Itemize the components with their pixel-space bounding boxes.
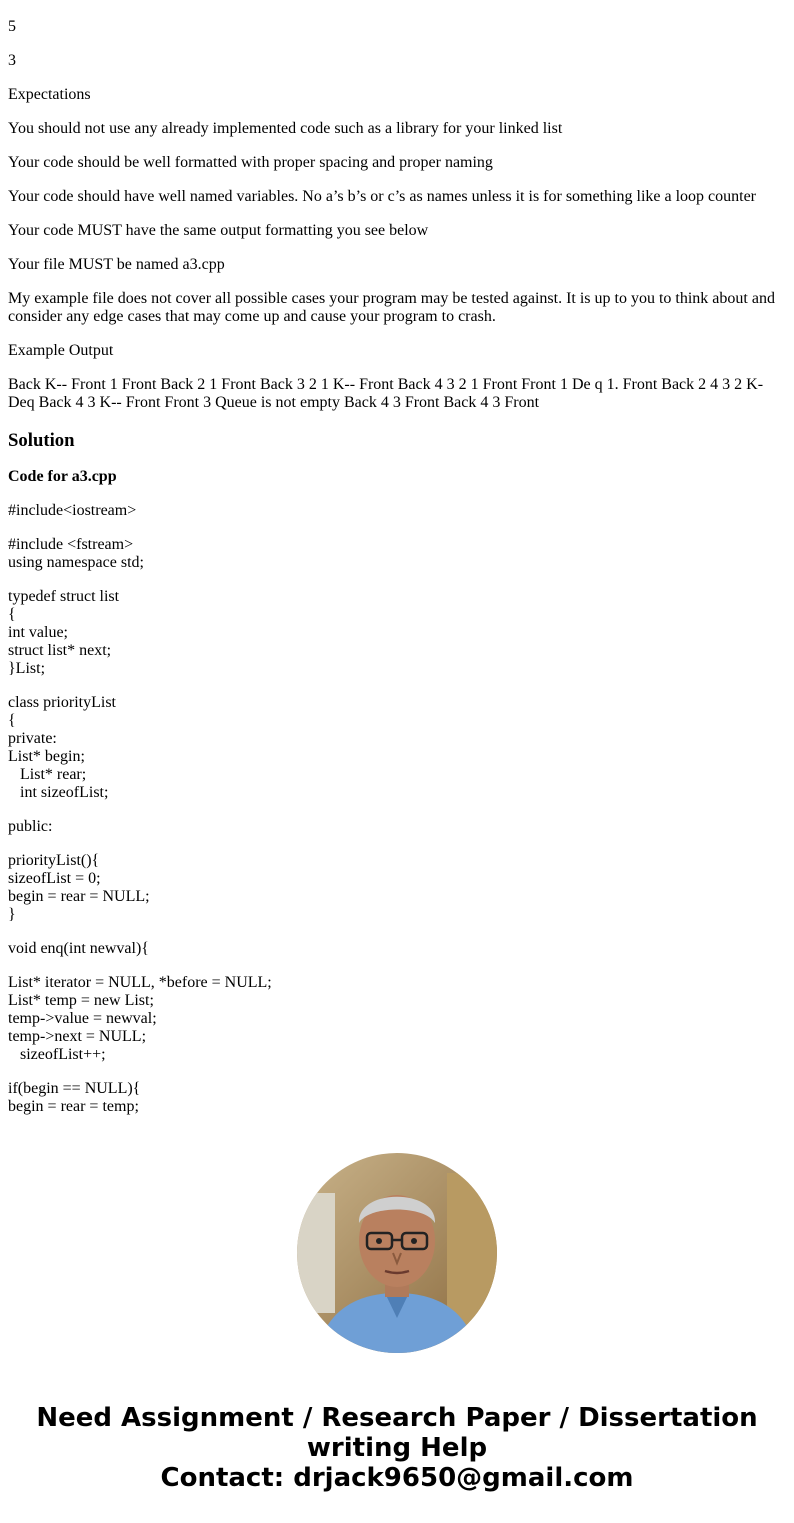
expectation-item: Your file MUST be named a3.cpp	[8, 256, 225, 273]
code-line: List* temp = new List;	[8, 992, 154, 1009]
code-block	[8, 588, 786, 678]
tutor-photo-icon	[297, 1153, 497, 1353]
code-line: #include<iostream>	[8, 502, 137, 519]
code-line: {	[8, 712, 16, 729]
document-content	[8, 0, 786, 1123]
code-line: class priorityList	[8, 694, 116, 711]
code-block	[8, 974, 786, 1064]
expectations-heading: Expectations	[8, 86, 91, 103]
example-output-heading: Example Output	[8, 342, 114, 359]
intro-number: 5	[8, 18, 16, 35]
promo-line-2: writing Help	[306, 1433, 488, 1463]
code-line: {	[8, 606, 16, 623]
code-block	[8, 852, 786, 924]
code-block	[8, 502, 786, 520]
code-line: void enq(int newval){	[8, 940, 149, 957]
code-line: priorityList(){	[8, 852, 100, 869]
code-line: #include <fstream>	[8, 536, 134, 553]
code-line: List* begin;	[8, 748, 85, 765]
code-block	[8, 536, 786, 572]
code-line: begin = rear = temp;	[8, 1098, 139, 1115]
promo-contact[interactable]: Contact: drjack9650@gmail.com	[160, 1463, 634, 1493]
expectation-item: You should not use any already implemented code such as a library for your linked list	[8, 120, 563, 137]
code-line: }	[8, 906, 16, 923]
code-line: int sizeofList;	[8, 784, 109, 801]
code-line: List* rear;	[8, 766, 87, 783]
tutor-avatar	[297, 1153, 497, 1353]
expectation-item: Your code MUST have the same output formatting you see below	[8, 222, 429, 239]
code-block	[8, 1080, 786, 1116]
intro-number: 3	[8, 52, 16, 69]
code-listing	[8, 502, 786, 1116]
code-line: temp->value = newval;	[8, 1010, 157, 1027]
promo-banner[interactable]	[0, 1153, 794, 1523]
expectation-item: Your code should be well formatted with proper spacing and proper naming	[8, 154, 493, 171]
code-title: Code for a3.cpp	[8, 468, 117, 485]
code-line: typedef struct list	[8, 588, 120, 605]
expectation-item: My example file does not cover all possible cases your program may be tested against. It is up to you to think about and consider any edge cases that may come up and cause your program to crash.	[8, 290, 775, 325]
code-line: sizeofList++;	[8, 1046, 106, 1063]
intro-numbers	[8, 0, 786, 70]
expectations-list	[8, 120, 786, 326]
code-line: }List;	[8, 660, 46, 677]
code-line: private:	[8, 730, 57, 747]
code-line: sizeofList = 0;	[8, 870, 101, 887]
promo-line-1: Need Assignment / Research Paper / Dissertation	[36, 1403, 758, 1433]
promo-text[interactable]	[0, 1403, 794, 1493]
code-line: List* iterator = NULL, *before = NULL;	[8, 974, 272, 991]
solution-heading: Solution	[8, 430, 75, 451]
code-line: public:	[8, 818, 53, 835]
example-output-text: Back K-- Front 1 Front Back 2 1 Front Back 3 2 1 K-- Front Back 4 3 2 1 Front Front 1 De q 1. Front Back 2 4 3 2 K- Deq Back 4 3 K-- Front Front 3 Queue is not empty Back 4 3 Front Back 4 3 Front	[8, 376, 764, 411]
code-block	[8, 818, 786, 836]
intro-number	[8, 0, 786, 2]
code-block	[8, 694, 786, 802]
code-line: struct list* next;	[8, 642, 112, 659]
code-line: using namespace std;	[8, 554, 144, 571]
code-line: if(begin == NULL){	[8, 1080, 141, 1097]
code-line: begin = rear = NULL;	[8, 888, 150, 905]
code-line: temp->next = NULL;	[8, 1028, 147, 1045]
expectation-item: Your code should have well named variables. No a’s b’s or c’s as names unless it is for something like a loop counter	[8, 188, 757, 205]
code-block	[8, 940, 786, 958]
code-line: int value;	[8, 624, 68, 641]
